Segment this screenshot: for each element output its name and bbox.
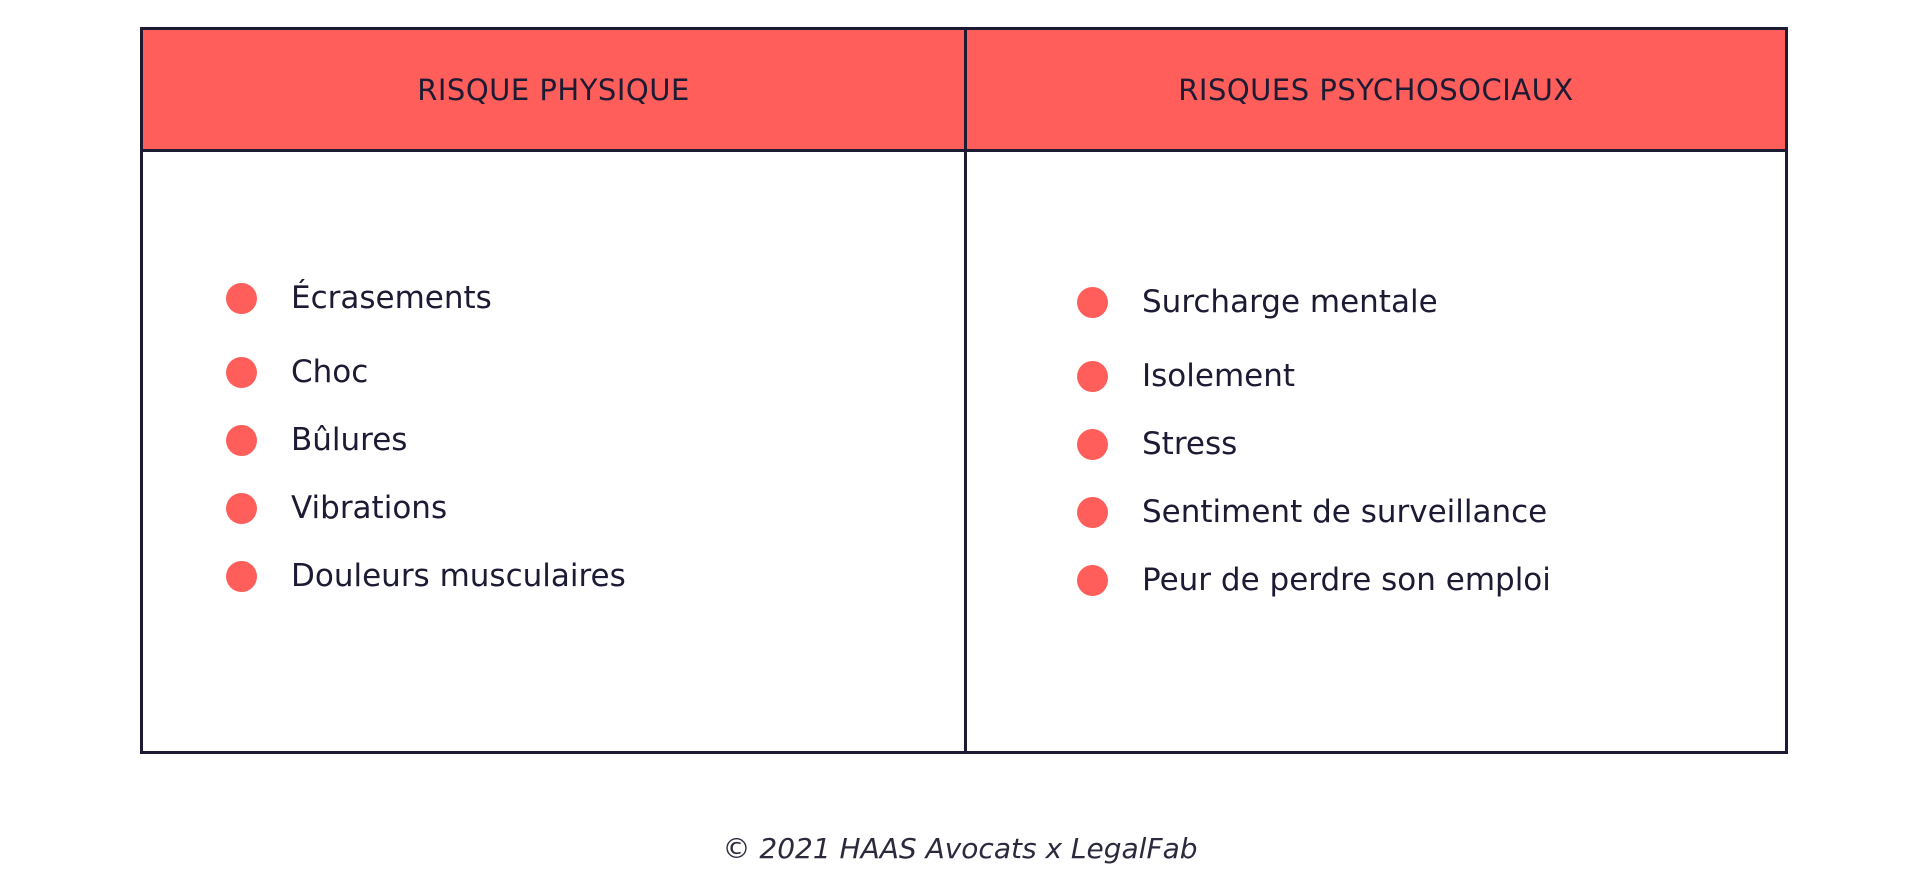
list-item: [226, 485, 626, 531]
list-item: [1077, 279, 1551, 325]
list-item: [1077, 421, 1551, 467]
bullet-dot-icon: [1077, 565, 1108, 596]
bullet-dot-icon: [226, 283, 257, 314]
list-item: [1077, 489, 1551, 535]
list-item-label: Peur de perdre son emploi: [1142, 562, 1551, 598]
bullet-dot-icon: [226, 425, 257, 456]
list-item: [226, 349, 626, 395]
physical-risk-header: RISQUE PHYSIQUE: [143, 30, 964, 152]
bullet-dot-icon: [1077, 497, 1108, 528]
physical-risk-column: [143, 30, 967, 751]
bullet-dot-icon: [226, 561, 257, 592]
list-item-label: Écrasements: [291, 280, 492, 316]
list-item-label: Sentiment de surveillance: [1142, 494, 1548, 530]
bullet-dot-icon: [1077, 287, 1108, 318]
list-item: [226, 417, 626, 463]
list-item-label: Surcharge mentale: [1142, 284, 1438, 320]
list-item-label: Choc: [291, 354, 369, 390]
list-item-label: Bûlures: [291, 422, 408, 458]
physical-risk-list: [226, 275, 626, 621]
bullet-dot-icon: [226, 357, 257, 388]
bullet-dot-icon: [1077, 429, 1108, 460]
bullet-dot-icon: [226, 493, 257, 524]
list-item: [1077, 353, 1551, 399]
list-item-label: Douleurs musculaires: [291, 558, 626, 594]
list-item: [226, 275, 626, 321]
psychosocial-risk-header: RISQUES PSYCHOSOCIAUX: [967, 30, 1785, 152]
list-item-label: Vibrations: [291, 490, 448, 526]
psychosocial-risk-list: [1077, 279, 1551, 625]
list-item: [226, 553, 626, 599]
risk-table: [140, 27, 1788, 754]
psychosocial-risk-column: [967, 30, 1785, 751]
bullet-dot-icon: [1077, 361, 1108, 392]
list-item-label: Stress: [1142, 426, 1238, 462]
list-item-label: Isolement: [1142, 358, 1296, 394]
copyright-footer: © 2021 HAAS Avocats x LegalFab: [722, 832, 1198, 865]
list-item: [1077, 557, 1551, 603]
